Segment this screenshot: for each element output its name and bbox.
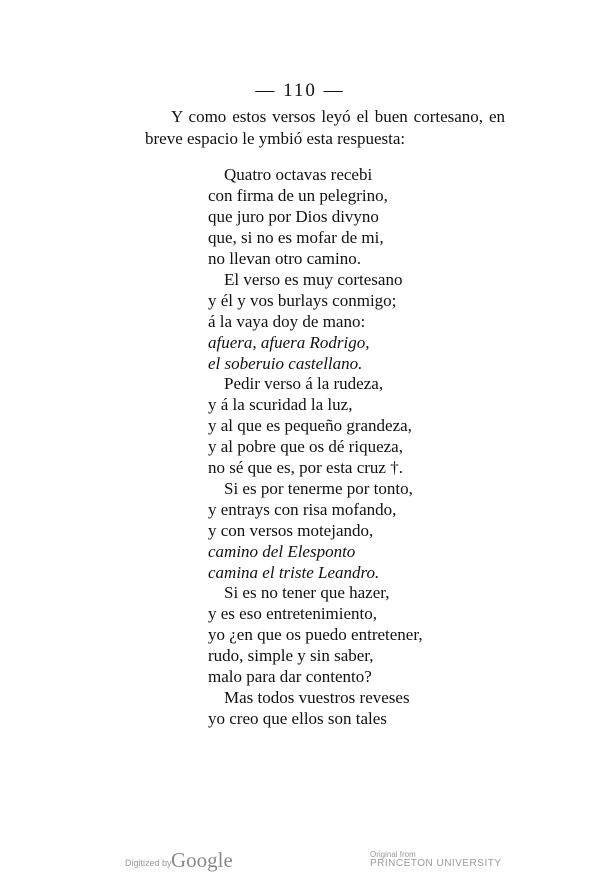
stanza-3 (208, 582, 423, 729)
verse-line: no sé que es, por esta cruz †. (208, 458, 403, 477)
verse-line: y al que es pequeño grandeza, (208, 416, 412, 435)
original-from-block (370, 850, 502, 868)
verse-line: y él y vos burlays conmigo; (208, 291, 397, 310)
verse-line: Mas todos vuestros reveses (224, 688, 410, 707)
verse-line: con firma de un pelegrino, (208, 186, 388, 205)
verse-line: El verso es muy cortesano (224, 270, 403, 289)
verse-line: camina el triste Leandro. (208, 563, 380, 582)
intro-text: Y como estos versos leyó el buen cortesano, en breve espacio le ymbió esta respuesta: (145, 107, 505, 148)
verse-line: Quatro octavas recebi (224, 165, 373, 184)
verse-line: y entrays con risa mofando, (208, 500, 397, 519)
verse-line: que juro por Dios divyno (208, 207, 379, 226)
verse-line: afuera, afuera Rodrigo, (208, 333, 370, 352)
verse-line: yo ¿en que os puedo entretener, (208, 625, 423, 644)
digitized-by-label: Digitized by (125, 858, 172, 868)
verse-line: malo para dar contento? (208, 667, 372, 686)
stanza-1 (208, 164, 402, 374)
verse-line: rudo, simple y sin saber, (208, 646, 374, 665)
verse-line: que, si no es mofar de mi, (208, 228, 384, 247)
page-number: — 110 — (255, 80, 345, 101)
verse-line: Pedir verso á la rudeza, (224, 374, 384, 393)
original-from-label: Original from (370, 850, 416, 859)
google-logo: Google (171, 848, 233, 872)
university-label: PRINCETON UNIVERSITY (370, 858, 502, 869)
stanza-2 (208, 373, 413, 583)
verse-line: y al pobre que os dé riqueza, (208, 437, 403, 456)
verse-line: camino del Elesponto (208, 542, 356, 561)
verse-line: y con versos motejando, (208, 521, 374, 540)
verse-line: el soberuio castellano. (208, 354, 363, 373)
verse-line: y á la scuridad la luz, (208, 395, 353, 414)
verse-line: y es eso entretenimiento, (208, 604, 378, 623)
verse-line: yo creo que ellos son tales (208, 709, 387, 728)
intro-paragraph (145, 106, 505, 150)
verse-line: no llevan otro camino. (208, 249, 361, 268)
footer (0, 850, 600, 874)
verse-line: Si es por tenerme por tonto, (224, 479, 413, 498)
verse-line: Si es no tener que hazer, (224, 583, 390, 602)
verse-line: á la vaya doy de mano: (208, 312, 366, 331)
